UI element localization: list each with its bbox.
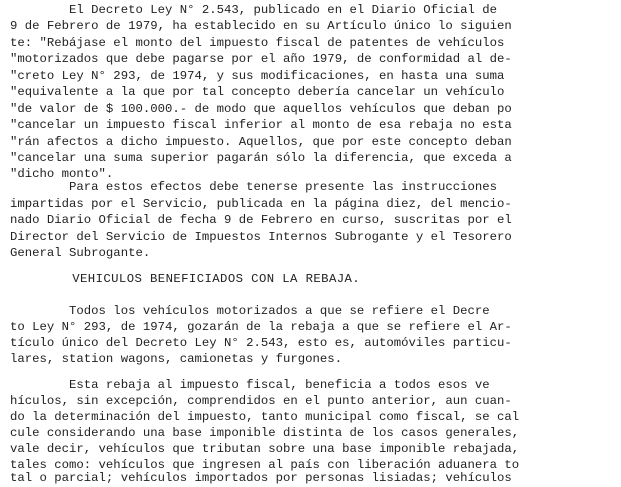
- text-line: Director del Servicio de Impuestos Internos Subrogante y el Tesorero: [10, 230, 512, 244]
- text-line: to Ley N° 293, de 1974, gozarán de la rebaja a que se refiere el Ar-: [10, 320, 512, 334]
- text-line: General Subrogante.: [10, 246, 151, 260]
- text-line: 9 de Febrero de 1979, ha establecido en su Artículo único lo siguien: [10, 19, 512, 33]
- text-line: "motorizados que debe pagarse por el año 1979, de conformidad al de-: [10, 52, 512, 66]
- text-line: cule considerando una base imponible distinta de los casos generales,: [10, 426, 520, 440]
- text-line: "equivalente a la que por tal concepto debería cancelar un vehículo: [10, 85, 505, 99]
- text-line: "creto Ley N° 293, de 1974, y sus modificaciones, en hasta una suma: [10, 69, 505, 83]
- text-line: hículos, sin excepción, comprendidos en el punto anterior, aun cuan-: [10, 394, 512, 408]
- text-line: "rán afectos a dicho impuesto. Aquellos, que por este concepto deban: [10, 135, 512, 149]
- text-line: vale decir, vehículos que tributan sobre una base imponible rebajada,: [10, 442, 520, 456]
- text-line: Todos los vehículos motorizados a que se refiere el Decre: [10, 304, 490, 318]
- text-line: El Decreto Ley N° 2.543, publicado en el Diario Oficial de: [10, 3, 498, 17]
- text-line: "cancelar un impuesto fiscal inferior al monto de esa rebaja no esta: [10, 118, 512, 132]
- text-line: tal o parcial; vehículos importados por personas lisiadas; vehículos: [10, 471, 512, 485]
- text-line: te: "Rebájase el monto del impuesto fiscal de patentes de vehículos: [10, 36, 505, 50]
- text-line: "dicho monto".: [10, 167, 114, 181]
- text-line: do la determinación del impuesto, tanto municipal como fiscal, se cal: [10, 410, 520, 424]
- text-line: Para estos efectos debe tenerse presente las instrucciones: [10, 180, 498, 194]
- text-line: "de valor de $ 100.000.- de modo que aquellos vehículos que deban po: [10, 102, 512, 116]
- text-line: nado Diario Oficial de fecha 9 de Febrero en curso, suscritas por el: [10, 213, 512, 227]
- text-line: "cancelar una suma superior pagarán sólo la diferencia, que exceda a: [10, 151, 512, 165]
- text-line: Esta rebaja al impuesto fiscal, beneficia a todos esos ve: [10, 378, 490, 392]
- section-heading: VEHICULOS BENEFICIADOS CON LA REBAJA.: [10, 272, 361, 286]
- text-line: tículo único del Decreto Ley N° 2.543, esto es, automóviles particu-: [10, 336, 512, 350]
- text-line: lares, station wagons, camionetas y furgones.: [10, 352, 343, 366]
- text-line: impartidas por el Servicio, publicada en la página diez, del mencio-: [10, 197, 512, 211]
- text-line: tales como: vehículos que ingresen al país con liberación aduanera to: [10, 458, 520, 472]
